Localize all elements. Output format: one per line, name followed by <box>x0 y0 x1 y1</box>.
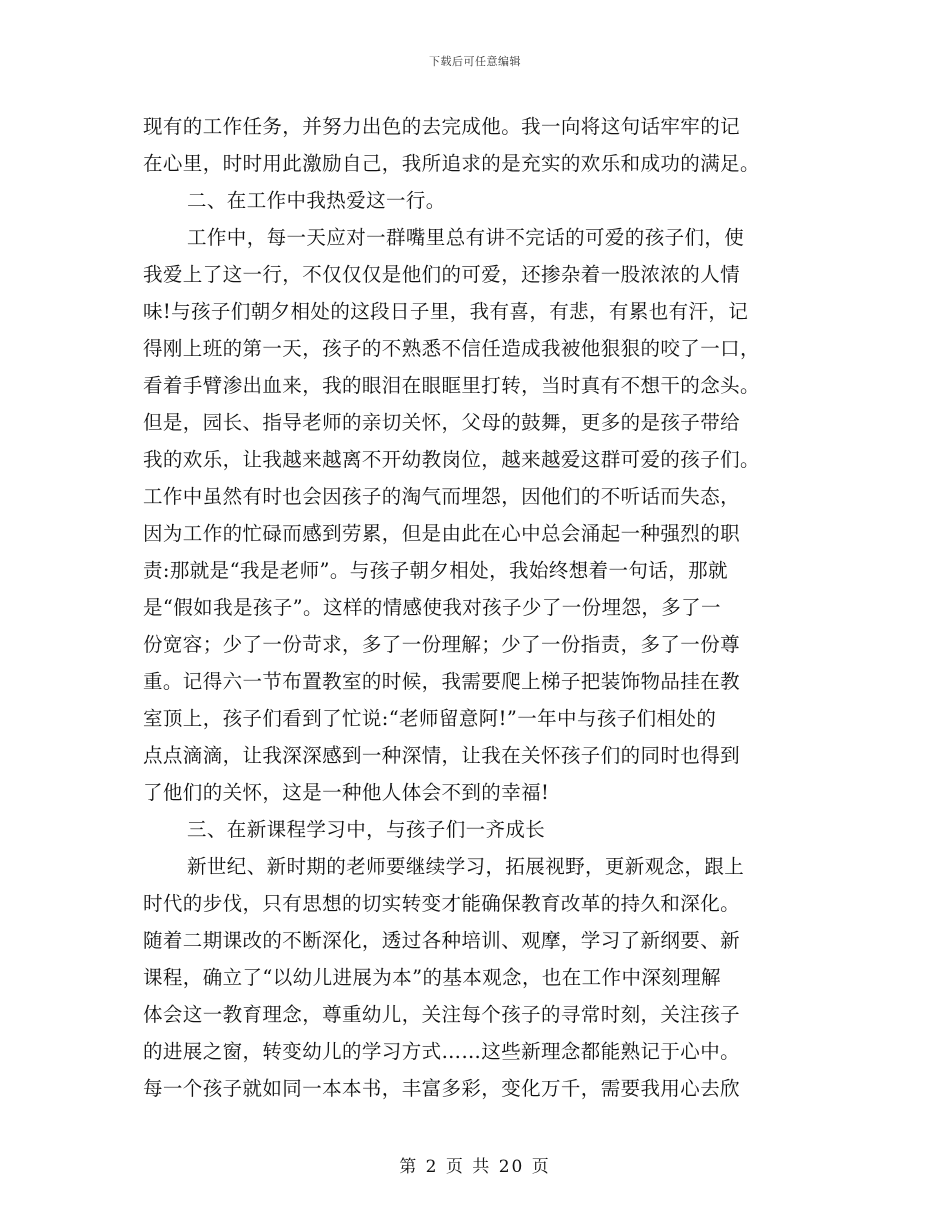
text-line: 我的欢乐，让我越来越离不开幼教岗位，越来越爱这群可爱的孩子们。 <box>143 448 760 471</box>
text-line: 现有的工作任务，并努力出色的去完成他。我一向将这句话牢牢的记 <box>143 115 741 138</box>
section-heading: 三、在新课程学习中，与孩子们一齐成长 <box>187 818 546 841</box>
text-line: 在心里，时时用此激励自己，我所追求的是充实的欢乐和成功的满足。 <box>143 152 760 175</box>
text-line: 体会这一教育理念，尊重幼儿，关注每个孩子的寻常时刻，关注孩子 <box>143 1003 741 1026</box>
text-line: 因为工作的忙碌而感到劳累，但是由此在心中总会涌起一种强烈的职 <box>143 522 741 545</box>
text-line: 室顶上，孩子们看到了忙说:“老师留意阿!”一年中与孩子们相处的 <box>143 707 717 730</box>
text-line: 的进展之窗，转变幼儿的学习方式……这些新理念都能熟记于心中。 <box>143 1040 741 1063</box>
section-heading: 二、在工作中我热爱这一行。 <box>187 189 446 212</box>
text-line: 每一个孩子就如同一本本书，丰富多彩，变化万千，需要我用心去欣 <box>143 1077 741 1100</box>
text-line: 时代的步伐，只有思想的切实转变才能确保教育改革的持久和深化。 <box>143 892 741 915</box>
page-number-footer: 第 2 页 共 20 页 <box>399 1157 551 1177</box>
text-line: 点点滴滴，让我深深感到一种深情，让我在关怀孩子们的同时也得到 <box>143 744 741 767</box>
text-line: 重。记得六一节布置教室的时候，我需要爬上梯子把装饰物品挂在教 <box>143 670 741 693</box>
text-line: 份宽容；少了一份苛求，多了一份理解；少了一份指责，多了一份尊 <box>143 633 741 656</box>
text-line: 得刚上班的第一天，孩子的不熟悉不信任造成我被他狠狠的咬了一口， <box>143 337 760 360</box>
text-line: 但是，园长、指导老师的亲切关怀，父母的鼓舞，更多的是孩子带给 <box>143 411 741 434</box>
text-line: 味!与孩子们朝夕相处的这段日子里，我有喜，有悲，有累也有汗，记 <box>143 300 749 323</box>
text-line: 看着手臂渗出血来，我的眼泪在眼眶里打转，当时真有不想干的念头。 <box>143 374 760 397</box>
document-body <box>143 108 808 1107</box>
text-line: 工作中，每一天应对一群嘴里总有讲不完话的可爱的孩子们，使 <box>187 226 745 249</box>
text-line: 随着二期课改的不断深化，透过各种培训、观摩，学习了新纲要、新 <box>143 929 741 952</box>
text-line: 责:那就是“我是老师”。与孩子朝夕相处，我始终想着一句话，那就 <box>143 559 728 582</box>
text-line: 课程，确立了“以幼儿进展为本”的基本观念，也在工作中深刻理解 <box>143 966 721 989</box>
page-header: 下载后可任意编辑 <box>429 55 521 68</box>
text-line: 我爱上了这一行，不仅仅仅是他们的可爱，还掺杂着一股浓浓的人情 <box>143 263 741 286</box>
text-line: 工作中虽然有时也会因孩子的淘气而埋怨，因他们的不听话而失态， <box>143 485 741 508</box>
text-line: 新世纪、新时期的老师要继续学习，拓展视野，更新观念，跟上 <box>187 855 745 878</box>
text-line: 了他们的关怀，这是一种他人体会不到的幸福! <box>143 781 550 804</box>
text-line: 是“假如我是孩子”。这样的情感使我对孩子少了一份埋怨，多了一 <box>143 596 721 619</box>
